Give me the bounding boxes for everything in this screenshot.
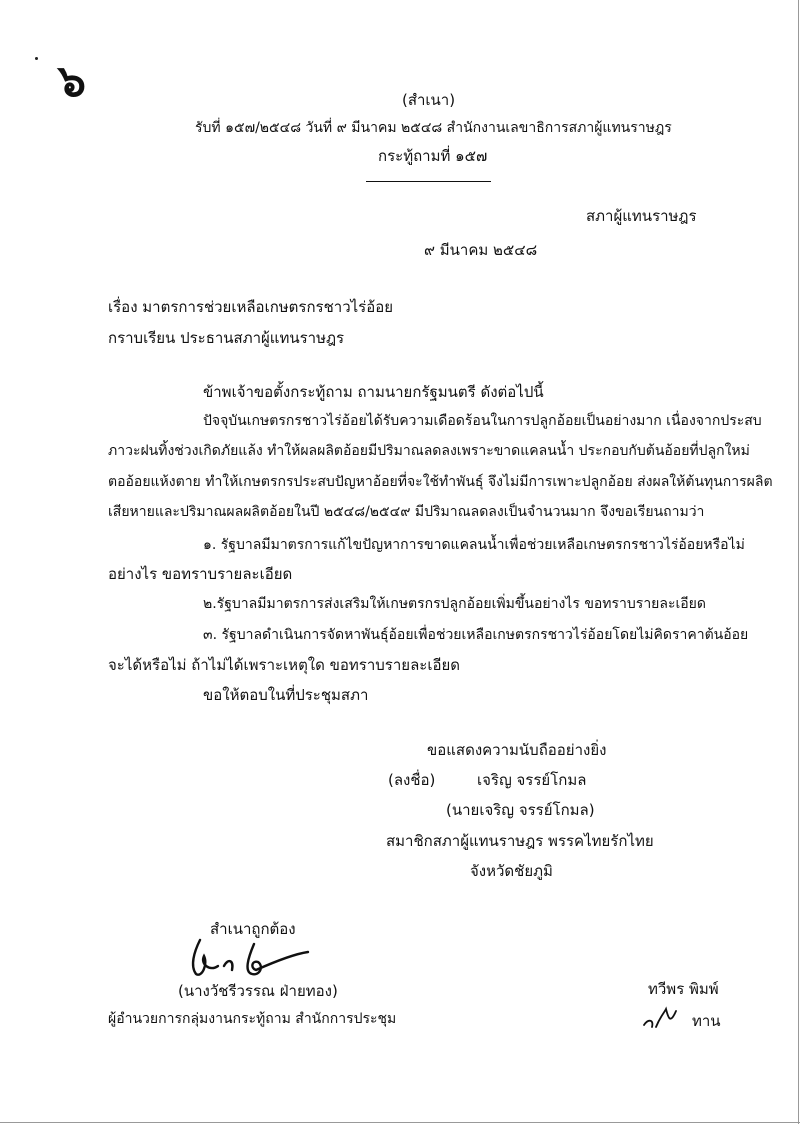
paragraph-line: เสียหายและปริมาณผลผลิตอ้อยในปี ๒๕๔๘/๒๕๔๙ มีปริมาณลดลงเป็นจำนวนมาก จึงขอเรียนถามว่า bbox=[108, 504, 705, 520]
signed-label: (ลงชื่อ) bbox=[388, 771, 436, 789]
initials-signature bbox=[640, 1005, 680, 1033]
checked-label: ทาน bbox=[692, 1012, 721, 1030]
signer-position: สมาชิกสภาผู้แทนราษฎร พรรคไทยรักไทย bbox=[386, 832, 654, 850]
intro-line: ข้าพเจ้าขอตั้งกระทู้ถาม ถามนายกรัฐมนตรี ดังต่อไปนี้ bbox=[203, 383, 544, 401]
salutation-line: กราบเรียน ประธานสภาผู้แทนราษฎร bbox=[108, 329, 345, 347]
certified-copy-label: สำเนาถูกต้อง bbox=[210, 920, 296, 938]
typed-by: ทวีพร พิมพ์ bbox=[648, 980, 719, 998]
signer-province: จังหวัดชัยภูมิ bbox=[470, 862, 553, 880]
signed-name: เจริญ จรรย์โกมล bbox=[477, 771, 587, 789]
question-1-line-2: อย่างไร ขอทราบรายละเอียด bbox=[108, 565, 293, 583]
certifier-title: ผู้อำนวยการกลุ่มงานกระทู้ถาม สำนักการประชุม bbox=[108, 1011, 397, 1027]
header-underline bbox=[366, 181, 491, 182]
handwritten-signature bbox=[178, 936, 313, 984]
scan-speck bbox=[35, 57, 38, 60]
regards-line: ขอแสดงความนับถืออย่างยิ่ง bbox=[427, 741, 607, 759]
page-number: ๖ bbox=[58, 56, 86, 107]
question-1-line-1: ๑. รัฐบาลมีมาตรการแก้ไขปัญหาการขาดแคลนน้ำเพื่อช่วยเหลือเกษตรกรชาวไร่อ้อยหรือไม่ bbox=[203, 537, 745, 553]
signer-full-name: (นายเจริญ จรรย์โกมล) bbox=[446, 801, 595, 819]
scan-right-edge bbox=[798, 0, 799, 1124]
paragraph-line: ภาวะฝนทิ้งช่วงเกิดภัยแล้ง ทำให้ผลผลิตอ้อยมีปริมาณลดลงเพราะขาดแคลนน้ำ ประกอบกับต้นอ้อยที่ปลูกใหม่ bbox=[108, 443, 750, 459]
document-date: ๙ มีนาคม ๒๕๔๘ bbox=[424, 241, 538, 259]
question-2: ๒.รัฐบาลมีมาตรการส่งเสริมให้เกษตรกรปลูกอ้อยเพิ่มขึ้นอย่างไร ขอทราบรายละเอียด bbox=[203, 596, 706, 612]
question-3-line-1: ๓. รัฐบาลดำเนินการจัดหาพันธุ์อ้อยเพื่อช่วยเหลือเกษตรกรชาวไร่อ้อยโดยไม่คิดราคาต้นอ้อย bbox=[203, 627, 749, 643]
paragraph-line: ตออ้อยแห้งตาย ทำให้เกษตรกรประสบปัญหาอ้อยที่จะใช้ทำพันธุ์ จึงไม่มีการเพาะปลูกอ้อย ส่งผลให้ต้นทุนการผลิต bbox=[108, 474, 773, 490]
scan-bottom-edge bbox=[0, 1122, 800, 1123]
copy-label: (สำเนา) bbox=[402, 91, 456, 109]
paragraph-line: ปัจจุบันเกษตรกรชาวไร่อ้อยได้รับความเดือดร้อนในการปลูกอ้อยเป็นอย่างมาก เนื่องจากประสบ bbox=[203, 413, 762, 429]
question-number: กระทู้ถามที่ ๑๕๗ bbox=[378, 147, 488, 165]
subject-line: เรื่อง มาตรการช่วยเหลือเกษตรกรชาวไร่อ้อย bbox=[108, 298, 394, 316]
certifier-name: (นางวัชรีวรรณ ฝ่ายทอง) bbox=[178, 982, 338, 1000]
receipt-line: รับที่ ๑๕๗/๒๕๔๘ วันที่ ๙ มีนาคม ๒๕๔๘ สำนักงานเลขาธิการสภาผู้แทนราษฎร bbox=[195, 120, 672, 136]
question-3-line-2: จะได้หรือไม่ ถ้าไม่ได้เพราะเหตุใด ขอทราบรายละเอียด bbox=[108, 656, 460, 674]
addressee-org: สภาผู้แทนราษฎร bbox=[586, 207, 697, 225]
closing-request: ขอให้ตอบในที่ประชุมสภา bbox=[203, 686, 369, 704]
